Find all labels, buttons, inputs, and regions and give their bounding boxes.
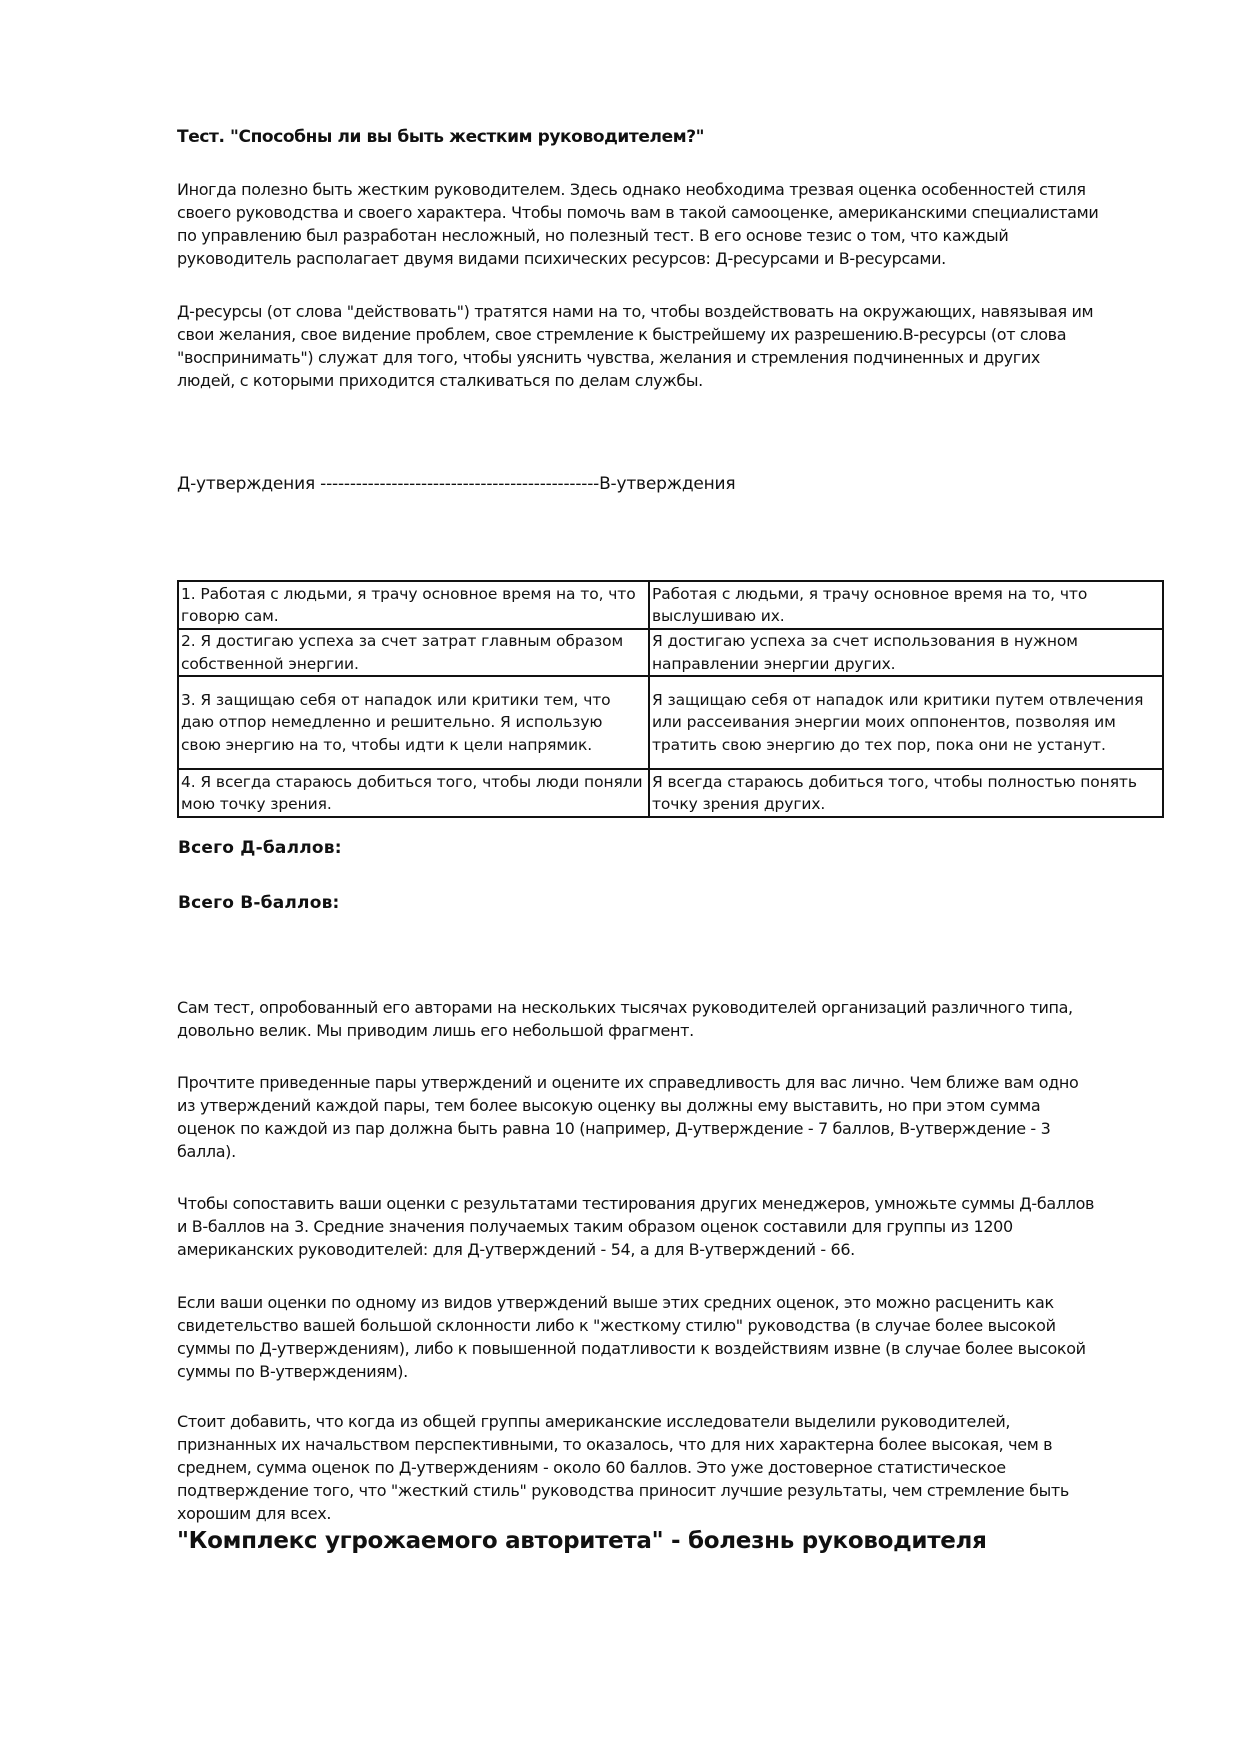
table-row [178, 629, 1163, 676]
statement-pairs-table [177, 580, 1164, 818]
v-statement-cell: Я всегда стараюсь добиться того, чтобы полностью понять точку зрения других. [649, 769, 1163, 817]
interpretation-paragraph: Если ваши оценки по одному из видов утверждений выше этих средних оценок, это можно расценить как свидетельство вашей большой склонности либо к "жесткому стилю" руководства (в случае более высокой суммы по Д-утверждениям), либо к повышенной податливости к воздействиям извне (в случае более высокой суммы по В-утверждениям). [177, 1293, 1086, 1381]
v-statement-cell: Я достигаю успеха за счет использования в нужном направлении энергии других. [649, 629, 1163, 676]
table-row [178, 581, 1163, 629]
total-v-points-label: Всего В-баллов: [178, 893, 340, 913]
instructions-paragraph: Прочтите приведенные пары утверждений и оцените их справедливость для вас лично. Чем ближе вам одно из утверждений каждой пары, тем более высокую оценку вы должны ему выставить, но при этом сумма оценок по каждой из пар должна быть равна 10 (например, Д-утверждение - 7 баллов, В-утверждение - 3 балла). [177, 1073, 1079, 1161]
test-title: Тест. "Способны ли вы быть жестким руководителем?" [177, 127, 705, 147]
total-d-points-label: Всего Д-баллов: [178, 838, 342, 858]
v-statement-cell: Работая с людьми, я трачу основное время на то, что выслушиваю их. [649, 581, 1163, 629]
table-row [178, 769, 1163, 817]
comparison-paragraph: Чтобы сопоставить ваши оценки с результатами тестирования других менеджеров, умножьте суммы Д-баллов и В-баллов на 3. Средние значения получаемых таким образом оценок составили для группы из 1200 американских руководителей: для Д-утверждений - 54, а для В-утверждений - 66. [177, 1194, 1095, 1259]
scale-line: Д-утверждения -----------------------------------------------В-утверждения [177, 474, 736, 494]
next-section-heading: "Комплекс угрожаемого авторитета" - болезнь руководителя [177, 1528, 987, 1554]
table-row [178, 676, 1163, 769]
intro-paragraph: Иногда полезно быть жестким руководителем. Здесь однако необходима трезвая оценка особенностей стиля своего руководства и своего характера. Чтобы помочь вам в такой самооценке, американскими специалистами по управлению был разработан несложный, но полезный тест. В его основе тезис о том, что каждый руководитель располагает двумя видами психических ресурсов: Д-ресурсами и В-ресурсами. [177, 180, 1099, 268]
d-statement-cell: 3. Я защищаю себя от нападок или критики тем, что даю отпор немедленно и решительно. Я использую свою энергию на то, чтобы идти к цели напрямик. [178, 676, 649, 769]
d-statement-cell: 4. Я всегда стараюсь добиться того, чтобы люди поняли мою точку зрения. [178, 769, 649, 817]
test-size-paragraph: Сам тест, опробованный его авторами на нескольких тысячах руководителей организаций различного типа, довольно велик. Мы приводим лишь его небольшой фрагмент. [177, 998, 1073, 1040]
conclusion-paragraph: Стоит добавить, что когда из общей группы американские исследователи выделили руководителей, признанных их начальством перспективными, то оказалось, что для них характерна более высокая, чем в среднем, сумма оценок по Д-утверждениям - около 60 баллов. Это уже достоверное статистическое подтверждение того, что "жесткий стиль" руководства приносит лучшие результаты, чем стремление быть хорошим для всех. [177, 1412, 1069, 1523]
d-statement-cell: 1. Работая с людьми, я трачу основное время на то, что говорю сам. [178, 581, 649, 629]
d-statement-cell: 2. Я достигаю успеха за счет затрат главным образом собственной энергии. [178, 629, 649, 676]
resources-paragraph: Д-ресурсы (от слова "действовать") тратятся нами на то, чтобы воздействовать на окружающих, навязывая им свои желания, свое видение проблем, свое стремление к быстрейшему их разрешению.В-ресурсы (от слова "воспринимать") служат для того, чтобы уяснить чувства, желания и стремления подчиненных и других людей, с которыми приходится сталкиваться по делам службы. [177, 302, 1094, 390]
v-statement-cell: Я защищаю себя от нападок или критики путем отвлечения или рассеивания энергии моих оппонентов, позволяя им тратить свою энергию до тех пор, пока они не устанут. [649, 676, 1163, 769]
